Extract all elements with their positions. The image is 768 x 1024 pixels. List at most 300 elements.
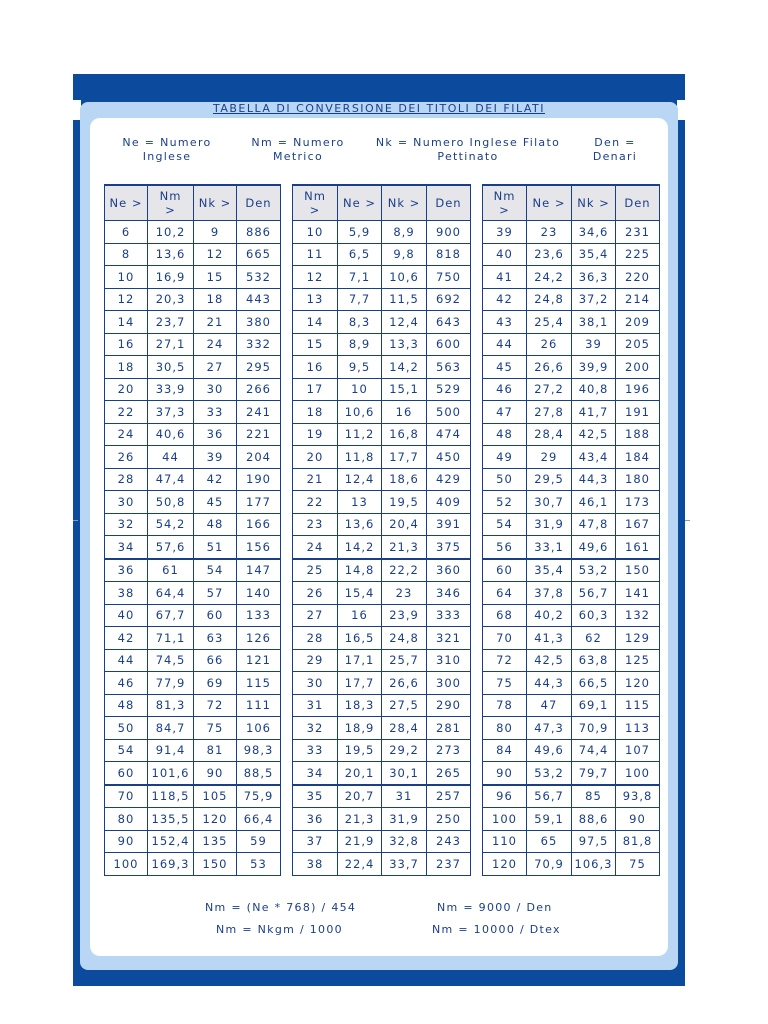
- table-cell: 23,6: [527, 243, 572, 266]
- table-cell: 14,2: [338, 536, 382, 559]
- table-cell: 100: [105, 853, 148, 876]
- table-cell: 31,9: [382, 808, 427, 831]
- table-cell: 177: [237, 491, 281, 514]
- table-cell: 30,1: [382, 762, 427, 785]
- table-row: [483, 333, 660, 356]
- table-row: [483, 311, 660, 334]
- table-row: [293, 356, 471, 379]
- table-cell: 79,7: [572, 762, 616, 785]
- page-title: TABELLA DI CONVERSIONE DEI TITOLI DEI FILATI: [213, 102, 545, 115]
- table-cell: 692: [427, 288, 471, 311]
- table-cell: 90: [105, 830, 148, 853]
- table-cell: 150: [616, 559, 660, 582]
- table-cell: 12,4: [338, 468, 382, 491]
- table-row: [293, 604, 471, 627]
- table-cell: 26: [105, 446, 148, 469]
- table-cell: 409: [427, 491, 471, 514]
- table-row: [105, 491, 281, 514]
- table-cell: 97,5: [572, 830, 616, 853]
- table-cell: 25: [293, 559, 338, 582]
- table-cell: 56: [483, 536, 527, 559]
- table-cell: 49,6: [572, 536, 616, 559]
- table-cell: 14,8: [338, 559, 382, 582]
- table-cell: 42,5: [527, 649, 572, 672]
- table-cell: 93,8: [616, 785, 660, 808]
- table-cell: 16,8: [382, 423, 427, 446]
- table-cell: 22,4: [338, 853, 382, 876]
- table-cell: 14: [105, 311, 148, 334]
- table-cell: 12,4: [382, 311, 427, 334]
- table-cell: 96: [483, 785, 527, 808]
- table-row: [293, 694, 471, 717]
- table-cell: 231: [616, 221, 660, 244]
- table-row: [105, 468, 281, 491]
- table-cell: 150: [194, 853, 237, 876]
- legend-ne: [112, 136, 222, 164]
- table-cell: 59: [237, 830, 281, 853]
- table-row: [105, 401, 281, 424]
- table-cell: 34,6: [572, 221, 616, 244]
- table-cell: 24: [194, 333, 237, 356]
- table-cell: 46,1: [572, 491, 616, 514]
- table-cell: 43,4: [572, 446, 616, 469]
- table-cell: 75: [616, 853, 660, 876]
- table-cell: 19,5: [382, 491, 427, 514]
- table-row: [483, 672, 660, 695]
- table-cell: 133: [237, 604, 281, 627]
- table-cell: 100: [616, 762, 660, 785]
- table-cell: 360: [427, 559, 471, 582]
- table-row: [293, 762, 471, 785]
- table-cell: 91,4: [148, 739, 194, 762]
- table-cell: 380: [237, 311, 281, 334]
- column-header: Nm >: [293, 185, 338, 221]
- table-cell: 147: [237, 559, 281, 582]
- table-cell: 665: [237, 243, 281, 266]
- table-row: [105, 853, 281, 876]
- table-cell: 67,7: [148, 604, 194, 627]
- side-tick-right: [685, 520, 690, 521]
- table-cell: 46: [105, 672, 148, 695]
- table-cell: 53,2: [572, 559, 616, 582]
- table-cell: 63: [194, 627, 237, 650]
- table-cell: 47: [527, 694, 572, 717]
- table-cell: 28,4: [527, 423, 572, 446]
- table-cell: 56,7: [572, 582, 616, 605]
- table-cell: 32,8: [382, 830, 427, 853]
- table-cell: 54: [105, 739, 148, 762]
- table-cell: 63,8: [572, 649, 616, 672]
- formula-nkgm-to-nm: Nm = Nkgm / 1000: [216, 923, 343, 936]
- table-cell: 10,2: [148, 221, 194, 244]
- table-cell: 59,1: [527, 808, 572, 831]
- table-cell: 107: [616, 739, 660, 762]
- table-cell: 85: [572, 785, 616, 808]
- table-cell: 375: [427, 536, 471, 559]
- table-cell: 30,5: [148, 356, 194, 379]
- table-cell: 27: [194, 356, 237, 379]
- table-cell: 60: [483, 559, 527, 582]
- table-row: [105, 762, 281, 785]
- column-header: Den: [616, 185, 660, 221]
- table-cell: 250: [427, 808, 471, 831]
- table-row: [483, 717, 660, 740]
- table-cell: 6,5: [338, 243, 382, 266]
- table-row: [483, 423, 660, 446]
- table-cell: 11: [293, 243, 338, 266]
- table-cell: 190: [237, 468, 281, 491]
- table-cell: 474: [427, 423, 471, 446]
- table-cell: 17,7: [382, 446, 427, 469]
- table-cell: 27,8: [527, 401, 572, 424]
- table-cell: 120: [194, 808, 237, 831]
- table-row: [105, 627, 281, 650]
- table-cell: 77,9: [148, 672, 194, 695]
- table-cell: 33,9: [148, 378, 194, 401]
- table-cell: 78: [483, 694, 527, 717]
- table-cell: 54: [483, 513, 527, 536]
- table-cell: 13,6: [338, 513, 382, 536]
- table-cell: 140: [237, 582, 281, 605]
- legend-den-line2: Denari: [592, 150, 638, 163]
- table-cell: 80: [483, 717, 527, 740]
- table-cell: 16: [105, 333, 148, 356]
- table-cell: 66,4: [237, 808, 281, 831]
- column-header: Nm >: [148, 185, 194, 221]
- legend-nm-line1: Nm = Numero: [251, 136, 345, 149]
- table-cell: 36,3: [572, 266, 616, 289]
- table-cell: 37,3: [148, 401, 194, 424]
- table-cell: 23: [382, 582, 427, 605]
- table-cell: 17: [293, 378, 338, 401]
- table-cell: 68: [483, 604, 527, 627]
- column-header: Nk >: [382, 185, 427, 221]
- table-cell: 16: [382, 401, 427, 424]
- table-cell: 32: [105, 513, 148, 536]
- table-cell: 33,7: [382, 853, 427, 876]
- table-cell: 41,7: [572, 401, 616, 424]
- table-cell: 21: [194, 311, 237, 334]
- table-cell: 10: [105, 266, 148, 289]
- table-cell: 10: [338, 378, 382, 401]
- table-cell: 166: [237, 513, 281, 536]
- table-cell: 50: [105, 717, 148, 740]
- table-cell: 101,6: [148, 762, 194, 785]
- table-cell: 19,5: [338, 739, 382, 762]
- table-cell: 26: [293, 582, 338, 605]
- table-cell: 44: [105, 649, 148, 672]
- table-cell: 70,9: [527, 853, 572, 876]
- table-cell: 17,7: [338, 672, 382, 695]
- table-cell: 18,3: [338, 694, 382, 717]
- table-row: [293, 672, 471, 695]
- table-cell: 18,6: [382, 468, 427, 491]
- formula-dtex-to-nm: Nm = 10000 / Dtex: [432, 923, 561, 936]
- table-cell: 180: [616, 468, 660, 491]
- table-cell: 12: [194, 243, 237, 266]
- table-row: [293, 808, 471, 831]
- table-cell: 191: [616, 401, 660, 424]
- table-cell: 29: [527, 446, 572, 469]
- table-cell: 237: [427, 853, 471, 876]
- table-cell: 643: [427, 311, 471, 334]
- table-cell: 10: [293, 221, 338, 244]
- table-cell: 57,6: [148, 536, 194, 559]
- table-cell: 115: [616, 694, 660, 717]
- table-cell: 12: [293, 266, 338, 289]
- table-cell: 8,3: [338, 311, 382, 334]
- table-cell: 120: [483, 853, 527, 876]
- table-row: [105, 536, 281, 559]
- table-cell: 111: [237, 694, 281, 717]
- table-cell: 221: [237, 423, 281, 446]
- table-row: [483, 288, 660, 311]
- table-row: [105, 356, 281, 379]
- table-cell: 35,4: [572, 243, 616, 266]
- table-cell: 132: [616, 604, 660, 627]
- table-cell: 220: [616, 266, 660, 289]
- table-cell: 26: [527, 333, 572, 356]
- table-cell: 31: [293, 694, 338, 717]
- table-row: [483, 853, 660, 876]
- table-cell: 125: [616, 649, 660, 672]
- table-cell: 8,9: [338, 333, 382, 356]
- table-cell: 64: [483, 582, 527, 605]
- table-cell: 80: [105, 808, 148, 831]
- table-row: [105, 378, 281, 401]
- table-cell: 450: [427, 446, 471, 469]
- table-row: [293, 717, 471, 740]
- table-row: [105, 221, 281, 244]
- table-cell: 24,8: [527, 288, 572, 311]
- table-row: [293, 446, 471, 469]
- table-cell: 38: [105, 582, 148, 605]
- table-row: [105, 288, 281, 311]
- table-cell: 31: [382, 785, 427, 808]
- table-row: [293, 491, 471, 514]
- table-cell: 110: [483, 830, 527, 853]
- table-cell: 48: [105, 694, 148, 717]
- column-header: Ne >: [105, 185, 148, 221]
- table-cell: 241: [237, 401, 281, 424]
- table-cell: 188: [616, 423, 660, 446]
- table-cell: 46: [483, 378, 527, 401]
- table-row: [293, 288, 471, 311]
- table-cell: 75: [483, 672, 527, 695]
- table-cell: 47,8: [572, 513, 616, 536]
- table-cell: 50: [483, 468, 527, 491]
- table-cell: 53,2: [527, 762, 572, 785]
- table-row: [483, 604, 660, 627]
- table-row: [293, 739, 471, 762]
- legend-nk-line1: Nk = Numero Inglese Filato: [375, 136, 561, 149]
- table-cell: 106,3: [572, 853, 616, 876]
- table-cell: 257: [427, 785, 471, 808]
- table-row: [293, 649, 471, 672]
- table-cell: 70,9: [572, 717, 616, 740]
- table-cell: 113: [616, 717, 660, 740]
- table-cell: 74,5: [148, 649, 194, 672]
- table-cell: 27,1: [148, 333, 194, 356]
- table-cell: 225: [616, 243, 660, 266]
- table-row: [105, 423, 281, 446]
- table-cell: 135,5: [148, 808, 194, 831]
- table-row: [483, 559, 660, 582]
- table-cell: 290: [427, 694, 471, 717]
- table-cell: 20: [293, 446, 338, 469]
- table-cell: 60: [105, 762, 148, 785]
- table-cell: 209: [616, 311, 660, 334]
- table-cell: 24,8: [382, 627, 427, 650]
- table-cell: 10,6: [338, 401, 382, 424]
- table-row: [483, 491, 660, 514]
- table-row: [483, 468, 660, 491]
- table-cell: 23: [293, 513, 338, 536]
- table-cell: 9,5: [338, 356, 382, 379]
- table-cell: 49: [483, 446, 527, 469]
- table-cell: 7,7: [338, 288, 382, 311]
- side-tick-left: [73, 520, 78, 521]
- table-cell: 41,3: [527, 627, 572, 650]
- legend-nm: [244, 136, 352, 164]
- table-cell: 34: [105, 536, 148, 559]
- table-cell: 156: [237, 536, 281, 559]
- table-cell: 44: [483, 333, 527, 356]
- table-cell: 90: [616, 808, 660, 831]
- table-cell: 6: [105, 221, 148, 244]
- table-row: [293, 221, 471, 244]
- conversion-table-ne: [104, 184, 281, 876]
- table-cell: 72: [194, 694, 237, 717]
- table-cell: 9: [194, 221, 237, 244]
- table-cell: 52: [483, 491, 527, 514]
- table-cell: 11,8: [338, 446, 382, 469]
- table-row: [293, 333, 471, 356]
- table-cell: 69: [194, 672, 237, 695]
- table-cell: 204: [237, 446, 281, 469]
- table-cell: 44,3: [572, 468, 616, 491]
- table-cell: 42: [194, 468, 237, 491]
- table-cell: 35: [293, 785, 338, 808]
- table-cell: 44,3: [527, 672, 572, 695]
- table-cell: 22: [293, 491, 338, 514]
- table-cell: 15,1: [382, 378, 427, 401]
- table-row: [483, 762, 660, 785]
- conversion-table-nm-2: [482, 184, 660, 876]
- legend-den-line1: Den =: [594, 136, 636, 149]
- table-cell: 167: [616, 513, 660, 536]
- table-cell: 81,8: [616, 830, 660, 853]
- table-cell: 48: [483, 423, 527, 446]
- table-row: [483, 378, 660, 401]
- table-row: [483, 649, 660, 672]
- table-row: [483, 627, 660, 650]
- table-cell: 37,8: [527, 582, 572, 605]
- table-row: [105, 739, 281, 762]
- table-cell: 28,4: [382, 717, 427, 740]
- table-cell: 70: [105, 785, 148, 808]
- table-cell: 47: [483, 401, 527, 424]
- table-cell: 88,5: [237, 762, 281, 785]
- table-cell: 18: [293, 401, 338, 424]
- table-cell: 121: [237, 649, 281, 672]
- table-cell: 40,6: [148, 423, 194, 446]
- table-cell: 24: [293, 536, 338, 559]
- table-cell: 62: [572, 627, 616, 650]
- table-cell: 24,2: [527, 266, 572, 289]
- table-cell: 120: [616, 672, 660, 695]
- table-cell: 25,7: [382, 649, 427, 672]
- table-cell: 11,5: [382, 288, 427, 311]
- table-cell: 8,9: [382, 221, 427, 244]
- table-cell: 900: [427, 221, 471, 244]
- table-row: [483, 266, 660, 289]
- table-row: [105, 717, 281, 740]
- table-cell: 20,3: [148, 288, 194, 311]
- table-cell: 54: [194, 559, 237, 582]
- table-cell: 23: [527, 221, 572, 244]
- column-header: Ne >: [527, 185, 572, 221]
- table-cell: 173: [616, 491, 660, 514]
- table-cell: 14,2: [382, 356, 427, 379]
- table-row: [483, 694, 660, 717]
- table-row: [483, 401, 660, 424]
- table-cell: 43: [483, 311, 527, 334]
- table-cell: 16,5: [338, 627, 382, 650]
- table-cell: 16,9: [148, 266, 194, 289]
- table-cell: 23,7: [148, 311, 194, 334]
- table-row: [293, 423, 471, 446]
- table-cell: 13: [293, 288, 338, 311]
- table-row: [105, 694, 281, 717]
- table-cell: 33,1: [527, 536, 572, 559]
- table-cell: 26,6: [527, 356, 572, 379]
- legend-ne-line2: Inglese: [142, 150, 192, 163]
- table-cell: 47,4: [148, 468, 194, 491]
- table-cell: 29: [293, 649, 338, 672]
- table-cell: 23,9: [382, 604, 427, 627]
- table-cell: 74,4: [572, 739, 616, 762]
- table-cell: 18: [194, 288, 237, 311]
- table-cell: 30: [105, 491, 148, 514]
- table-cell: 47,3: [527, 717, 572, 740]
- table-row: [483, 513, 660, 536]
- table-row: [105, 785, 281, 808]
- table-row: [105, 446, 281, 469]
- table-cell: 27,5: [382, 694, 427, 717]
- table-cell: 15: [293, 333, 338, 356]
- table-cell: 321: [427, 627, 471, 650]
- table-cell: 33: [194, 401, 237, 424]
- table-cell: 53: [237, 853, 281, 876]
- table-cell: 33: [293, 739, 338, 762]
- table-cell: 50,8: [148, 491, 194, 514]
- table-cell: 56,7: [527, 785, 572, 808]
- table-row: [105, 582, 281, 605]
- table-cell: 29,5: [527, 468, 572, 491]
- table-cell: 49,6: [527, 739, 572, 762]
- table-cell: 40,8: [572, 378, 616, 401]
- legend-nk-line2: Pettinato: [437, 150, 499, 163]
- table-cell: 21: [293, 468, 338, 491]
- table-row: [483, 739, 660, 762]
- table-cell: 5,9: [338, 221, 382, 244]
- table-cell: 17,1: [338, 649, 382, 672]
- legend-den: [584, 136, 646, 164]
- table-cell: 152,4: [148, 830, 194, 853]
- table-cell: 61: [148, 559, 194, 582]
- table-cell: 40,2: [527, 604, 572, 627]
